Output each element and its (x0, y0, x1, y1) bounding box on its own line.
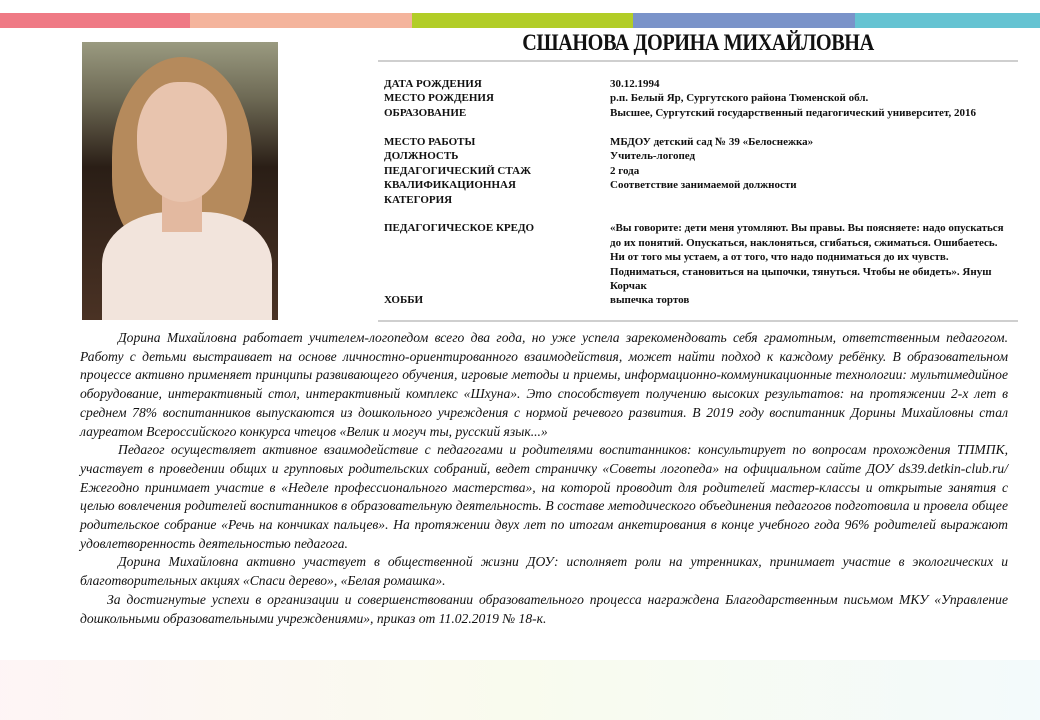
label-hobby: ХОББИ (384, 294, 424, 306)
paragraph: Дорина Михайловна активно участвует в общественной жизни ДОУ: исполняет роли на утренниках, принимает участие в экологических и благотворительных акциях «Спаси дерево», «Белая ромашка». (80, 554, 1008, 589)
label-category: КВАЛИФИКАЦИОННАЯ КАТЕГОРИЯ (384, 179, 516, 206)
divider (378, 60, 1018, 62)
value-workplace: МБДОУ детский сад № 39 «Белоснежка» (610, 136, 814, 148)
value-education: Высшее, Сургутский государственный педагогический университет, 2016 (610, 107, 976, 119)
label-position: ДОЛЖНОСТЬ (384, 150, 459, 162)
label-experience: ПЕДАГОГИЧЕСКИЙ СТАЖ (384, 165, 531, 177)
value-hobby: выпечка тортов (610, 294, 690, 306)
color-bar-segment (412, 13, 633, 28)
biography-text (80, 329, 1008, 628)
page-title: СШАНОВА ДОРИНА МИХАЙЛОВНА (522, 30, 874, 55)
label-credo: ПЕДАГОГИЧЕСКОЕ КРЕДО (384, 222, 535, 234)
label-birth-place: МЕСТО РОЖДЕНИЯ (384, 92, 494, 104)
paragraph: Дорина Михайловна работает учителем-логопедом всего два года, но уже успела зарекомендовать себя грамотным, ответственным педагогом. Работу с детьми выстраивает на основе личностно-ориентированного взаимодействия, может найти подход к каждому ребёнку. В образовательном процессе активно применяет принципы развивающего обучения, игровые методы и приемы, информационно-коммуникационные технологии: мультимедийное оборудование, интерактивный стол, интерактивный комплекс «Шхуна». Это способствует получению высоких результатов: на протяжении 2-х лет в среднем 78% воспитанников выпускаются из дошкольного учреждения с нормой речевого развития. В 2019 году воспитанник Дорины Михайловны стал лауреатом Всероссийского конкурса чтецов «Велик и могуч ты, русский язык...» (80, 330, 1008, 439)
paragraph: Педагог осуществляет активное взаимодействие с педагогами и родителями воспитанников: консультирует по вопросам прохождения ТПМПК, участвует в проведении общих и групповых родительских собраний, ведет страничку «Советы логопеда» на официальном сайте ДОУ ds39.detkin-club.ru/ Ежегодно принимает участие в «Неделе профессионального мастерства», на которой проводит для родителей мастер-классы и открытые занятия с целью вовлечения родителей воспитанников в образовательную деятельность. В составе методического объединения педагогов подготовила и провела общее родительское собрание «Речь на кончиках пальцев». На протяжении двух лет по итогам анкетирования в конце учебного года 96% родителей выражают удовлетворенность деятельностью педагога. (80, 442, 1008, 551)
value-birth-place: р.п. Белый Яр, Сургутского района Тюменской обл. (610, 92, 869, 104)
value-experience: 2 года (610, 165, 640, 177)
label-birth-date: ДАТА РОЖДЕНИЯ (384, 78, 482, 90)
color-bar-segment (190, 13, 412, 28)
portrait-photo (82, 42, 278, 320)
value-category: Соответствие занимаемой должности (610, 179, 797, 191)
value-birth-date: 30.12.1994 (610, 78, 660, 90)
decorative-background (0, 660, 1040, 720)
value-credo: «Вы говорите: дети меня утомляют. Вы правы. Вы поясняете: надо опускаться до их понятий. Опускаться, наклоняться, сгибаться, сжиматься. Ошибаетесь. Ни от того мы устаем, а от того, что надо подниматься до их чувств. Подниматься, становиться на цыпочки, тянуться. Чтобы не обидеть». Януш Корчак (610, 222, 1004, 292)
label-education: ОБРАЗОВАНИЕ (384, 107, 467, 119)
divider (378, 320, 1018, 322)
paragraph: За достигнутые успехи в организации и совершенствовании образовательного процесса награждена Благодарственным письмом МКУ «Управление дошкольными образовательными учреждениями», приказ от 11.02.2019 № 18-к. (80, 591, 1008, 626)
value-position: Учитель-логопед (610, 150, 696, 162)
color-bar-segment (633, 13, 855, 28)
color-bar-segment (0, 13, 190, 28)
label-workplace: МЕСТО РАБОТЫ (384, 136, 476, 148)
color-bar-segment (855, 13, 1040, 28)
